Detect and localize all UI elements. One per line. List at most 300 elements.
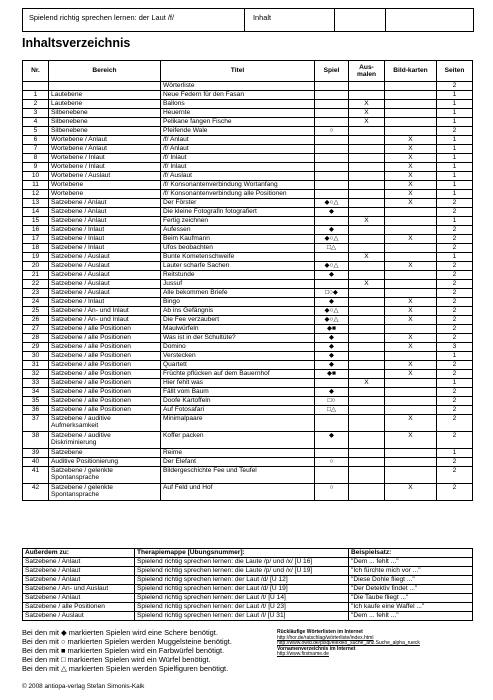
cell-bildkarten: X [385, 154, 437, 163]
cell-seiten: 2 [437, 415, 473, 432]
cell-titel: Heuernte [161, 109, 315, 118]
cell-ausmalen [349, 316, 385, 325]
cell-ausmalen [349, 244, 385, 253]
cell-spiel [315, 190, 349, 199]
cell-titel: Der Förster [161, 199, 315, 208]
cell-ausmalen [349, 343, 385, 352]
cell-nr: 3 [23, 109, 49, 118]
cell-spiel: □○◆ [315, 289, 349, 298]
cell-ausmalen [349, 154, 385, 163]
cell-nr: 29 [23, 343, 49, 352]
cell-ausmalen [349, 361, 385, 370]
cell-ausmalen [349, 370, 385, 379]
cell-seiten: 1 [437, 118, 473, 127]
table-row [23, 244, 473, 253]
table-row [23, 262, 473, 271]
col-header-titel: Titel [161, 61, 315, 82]
legend-line: Bei den mit △ markierten Spielen werden Spielfiguren benötigt. [22, 664, 229, 673]
cell-nr: 34 [23, 388, 49, 397]
cell-seiten: 1 [437, 449, 473, 458]
cell-nr: 18 [23, 244, 49, 253]
cell-titel: Domino [161, 343, 315, 352]
cell-ausmalen: X [349, 217, 385, 226]
cell-bereich: Satzebene / Inlaut [49, 226, 161, 235]
cell-ebene: Satzebene / Anlaut [23, 567, 135, 576]
cell-bereich: Satzebene / alle Positionen [49, 388, 161, 397]
cell-titel: /f/ Konsonantenverbindung alle Positionen [161, 190, 315, 199]
cell-titel: Beim Kaufmann [161, 235, 315, 244]
cell-titel: Früchte pflücken auf dem Bauernhof [161, 370, 315, 379]
cell-seiten: 1 [437, 352, 473, 361]
table-row [23, 109, 473, 118]
cell-bildkarten: X [385, 361, 437, 370]
cell-bildkarten [385, 352, 437, 361]
cell-nr: 2 [23, 100, 49, 109]
cell-mappe: Spielend richtig sprechen lernen: der Laut /t/ [Ü 23] [135, 603, 349, 612]
cell-ebene: Satzebene / An- und Auslaut [23, 585, 135, 594]
cell-titel: Auf Feld und Hof [161, 484, 315, 501]
table-row [23, 217, 473, 226]
table-row [23, 163, 473, 172]
cell-bildkarten [385, 217, 437, 226]
cell-bereich: Wortebene / Anlaut [49, 136, 161, 145]
cell-nr [23, 82, 49, 91]
cell-spiel: ◆○△ [315, 199, 349, 208]
cell-spiel [315, 91, 349, 100]
cell-seiten: 2 [437, 484, 473, 501]
cell-titel: Koffer packen [161, 432, 315, 449]
cell-bereich: Auditive Positionierung [49, 458, 161, 467]
cell-titel: Reitstunde [161, 271, 315, 280]
cell-beispiel: "Ich fürchte mich vor ..." [349, 567, 473, 576]
cell-spiel [315, 145, 349, 154]
cell-bildkarten: X [385, 262, 437, 271]
cell-bildkarten: X [385, 199, 437, 208]
table-row [23, 612, 473, 621]
cell-nr: 10 [23, 172, 49, 181]
cell-bereich: Satzebene / Auslaut [49, 253, 161, 262]
cell-bereich: Satzebene / Inlaut [49, 298, 161, 307]
cell-seiten: 1 [437, 145, 473, 154]
symbol-legend [22, 628, 232, 673]
table-row [23, 154, 473, 163]
cell-bildkarten [385, 208, 437, 217]
cell-seiten: 2 [437, 432, 473, 449]
table-row [23, 361, 473, 370]
table-row [23, 415, 473, 432]
cell-titel: Die Fee verzaubert [161, 316, 315, 325]
cell-titel: Fertig zeichnen [161, 217, 315, 226]
cell-titel: Pfeifende Wale [161, 127, 315, 136]
cell-titel: Bingo [161, 298, 315, 307]
cell-bereich: Satzebene / alle Positionen [49, 352, 161, 361]
cell-bereich [49, 82, 161, 91]
cell-bereich: Satzebene / alle Positionen [49, 397, 161, 406]
cell-seiten: 2 [437, 298, 473, 307]
cell-ausmalen: X [349, 280, 385, 289]
cell-bereich: Lautebene [49, 100, 161, 109]
cell-nr: 13 [23, 199, 49, 208]
cell-beispiel: "Diese Dohle fliegt ..." [349, 576, 473, 585]
cell-titel: /f/ Anlaut [161, 145, 315, 154]
table-row [23, 280, 473, 289]
table-row [23, 352, 473, 361]
cell-ausmalen [349, 406, 385, 415]
cell-spiel [315, 163, 349, 172]
table-row [23, 379, 473, 388]
cell-spiel [315, 109, 349, 118]
cell-spiel: ◆ [315, 343, 349, 352]
cell-titel: Aufessen [161, 226, 315, 235]
cell-ausmalen [349, 172, 385, 181]
cell-bildkarten [385, 109, 437, 118]
cell-seiten: 2 [437, 361, 473, 370]
copyright: © 2008 antiopa-verlag Stefan Simonis-Kalk [22, 683, 145, 690]
cell-spiel: ◆■ [315, 325, 349, 334]
cell-nr: 14 [23, 208, 49, 217]
cell-bildkarten [385, 280, 437, 289]
cell-ausmalen [349, 334, 385, 343]
cell-bildkarten [385, 100, 437, 109]
cell-mappe: Spielend richtig sprechen lernen: der Laut /t/ [Ü 14] [135, 594, 349, 603]
cell-ausmalen: X [349, 118, 385, 127]
cell-seiten: 1 [437, 181, 473, 190]
cell-bildkarten: X [385, 145, 437, 154]
cell-seiten: 1 [437, 253, 473, 262]
cell-spiel: ○ [315, 127, 349, 136]
cell-seiten: 2 [437, 127, 473, 136]
cell-titel: Fällt vom Baum [161, 388, 315, 397]
table-row [23, 190, 473, 199]
table-row [23, 199, 473, 208]
cell-bereich: Satzebene / Inlaut [49, 235, 161, 244]
cell-bereich: Satzebene / alle Positionen [49, 325, 161, 334]
cell-nr: 1 [23, 91, 49, 100]
cell-nr: 12 [23, 190, 49, 199]
cell-bereich: Lautebene [49, 91, 161, 100]
table-row [23, 432, 473, 449]
table-row [23, 208, 473, 217]
cell-nr: 6 [23, 136, 49, 145]
cell-spiel: ◆ [315, 352, 349, 361]
cell-beispiel: "Dem ... fehlt ..." [349, 612, 473, 621]
cell-ausmalen [349, 352, 385, 361]
cell-bildkarten [385, 388, 437, 397]
cell-bereich: Wortebene [49, 181, 161, 190]
cell-ausmalen [349, 163, 385, 172]
cell-nr: 25 [23, 307, 49, 316]
cell-titel: /f/ Inlaut [161, 154, 315, 163]
table-row [23, 271, 473, 280]
cell-seiten: 2 [437, 388, 473, 397]
legend-line: Bei den mit □ markierten Spielen wird ein Würfel benötigt. [22, 655, 211, 664]
cell-seiten: 2 [437, 334, 473, 343]
cell-titel: Neue Federn für den Fasan [161, 91, 315, 100]
col-header-ausserdem: Außerdem zu: [23, 549, 135, 558]
cell-seiten: 2 [437, 199, 473, 208]
cell-titel: Auf Fotosafari [161, 406, 315, 415]
cell-mappe: Spielend richtig sprechen lernen: die Laute /p/ und /x/ [Ü 16] [135, 558, 349, 567]
cell-seiten: 2 [437, 82, 473, 91]
cell-bildkarten [385, 118, 437, 127]
table-row [23, 82, 473, 91]
cell-titel: Reime [161, 449, 315, 458]
cell-bildkarten [385, 406, 437, 415]
internet-resources [277, 630, 420, 658]
cell-seiten: 2 [437, 467, 473, 484]
page-header [22, 8, 474, 32]
col-header-seiten: Seiten [437, 61, 473, 82]
cell-titel: Bildergeschichte Fee und Teufel [161, 467, 315, 484]
cell-titel: Ufos beobachten [161, 244, 315, 253]
cell-bildkarten: X [385, 484, 437, 501]
cell-bereich: Satzebene / alle Positionen [49, 406, 161, 415]
cell-nr: 5 [23, 127, 49, 136]
cell-ebene: Satzebene / Anlaut [23, 558, 135, 567]
cell-nr: 28 [23, 334, 49, 343]
cell-bereich: Silbenebene [49, 109, 161, 118]
table-row [23, 91, 473, 100]
cell-bildkarten [385, 289, 437, 298]
cell-ausmalen [349, 388, 385, 397]
cell-bildkarten [385, 226, 437, 235]
cell-bereich: Satzebene / Auslaut [49, 262, 161, 271]
cell-ausmalen: X [349, 109, 385, 118]
legend-line: Bei den mit ○ markierten Spielen werden Muggelsteine benötigt. [22, 637, 232, 646]
cell-ebene: Satzebene / Anlaut [23, 594, 135, 603]
table-row [23, 136, 473, 145]
additional-exercises-table [22, 548, 473, 621]
table-row [23, 307, 473, 316]
cell-titel: Ballons [161, 100, 315, 109]
cell-titel: /f/ Auslaut [161, 172, 315, 181]
table-row [23, 567, 473, 576]
cell-bereich: Satzebene / Auslaut [49, 271, 161, 280]
cell-seiten: 1 [437, 163, 473, 172]
cell-nr: 40 [23, 458, 49, 467]
cell-nr: 31 [23, 361, 49, 370]
cell-spiel [315, 172, 349, 181]
cell-ausmalen [349, 271, 385, 280]
cell-ausmalen [349, 432, 385, 449]
cell-ausmalen [349, 82, 385, 91]
cell-spiel [315, 280, 349, 289]
cell-bildkarten [385, 458, 437, 467]
resource-link[interactable]: http://www.owid.de/plsql/elexiko_suche_anz.Suche_alpha_rueck [277, 640, 420, 647]
cell-bildkarten: X [385, 298, 437, 307]
cell-bildkarten: X [385, 334, 437, 343]
table-row [23, 594, 473, 603]
cell-titel: Der Elefant [161, 458, 315, 467]
cell-spiel: ◆○△ [315, 316, 349, 325]
table-row [23, 370, 473, 379]
cell-bildkarten: X [385, 190, 437, 199]
cell-spiel: ○ [315, 458, 349, 467]
cell-nr: 23 [23, 289, 49, 298]
cell-seiten: 2 [437, 208, 473, 217]
cell-mappe: Spielend richtig sprechen lernen: der Laut /l/ [Ü 31] [135, 612, 349, 621]
cell-bereich: Satzebene / Anlaut [49, 217, 161, 226]
legend-line: Bei den mit ◆ markierten Spielen wird eine Schere benötigt. [22, 628, 218, 637]
table-row [23, 334, 473, 343]
cell-titel: Jussuf [161, 280, 315, 289]
cell-bildkarten: X [385, 415, 437, 432]
cell-spiel: ◆ [315, 388, 349, 397]
cell-spiel: ○ [315, 484, 349, 501]
cell-nr: 30 [23, 352, 49, 361]
cell-bereich: Satzebene / Anlaut [49, 199, 161, 208]
cell-bereich: Satzebene / auditive Aufmerksamkeit [49, 415, 161, 432]
cell-ausmalen: X [349, 100, 385, 109]
cell-ausmalen [349, 127, 385, 136]
cell-bildkarten [385, 325, 437, 334]
cell-spiel: ◆■ [315, 370, 349, 379]
table-row [23, 585, 473, 594]
col-header-therapiemappe: Therapiemappe [Übungsnummer]: [135, 549, 349, 558]
cell-titel: Ab ins Gefängnis [161, 307, 315, 316]
cell-bildkarten [385, 91, 437, 100]
table-row [23, 298, 473, 307]
cell-spiel [315, 100, 349, 109]
col-header-ausmalen: Aus-malen [349, 61, 385, 82]
resource-link[interactable]: http://hor.de/ratschlag/wörterliste/index.html [277, 634, 374, 641]
cell-ausmalen [349, 289, 385, 298]
cell-bildkarten: X [385, 163, 437, 172]
cell-ausmalen: X [349, 253, 385, 262]
cell-ausmalen [349, 449, 385, 458]
table-row [23, 316, 473, 325]
cell-ausmalen [349, 397, 385, 406]
cell-seiten: 2 [437, 289, 473, 298]
cell-ausmalen [349, 145, 385, 154]
table-row [23, 449, 473, 458]
cell-seiten: 1 [437, 190, 473, 199]
cell-spiel: □△ [315, 406, 349, 415]
cell-ausmalen [349, 190, 385, 199]
cell-nr: 42 [23, 484, 49, 501]
cell-spiel: ◆ [315, 208, 349, 217]
cell-bereich: Silbenebene [49, 118, 161, 127]
cell-mappe: Spielend richtig sprechen lernen: der Laut /d/ [Ü 12] [135, 576, 349, 585]
cell-seiten: 1 [437, 217, 473, 226]
cell-spiel: ◆ [315, 361, 349, 370]
cell-nr: 4 [23, 118, 49, 127]
cell-nr: 15 [23, 217, 49, 226]
cell-bildkarten: X [385, 307, 437, 316]
cell-ausmalen [349, 91, 385, 100]
cell-bereich: Satzebene / alle Positionen [49, 361, 161, 370]
cell-ebene: Satzebene / Auslaut [23, 612, 135, 621]
cell-titel: /f/ Anlaut [161, 136, 315, 145]
table-row [23, 388, 473, 397]
cell-ausmalen [349, 181, 385, 190]
cell-bereich: Satzebene / Auslaut [49, 289, 161, 298]
cell-bildkarten [385, 379, 437, 388]
cell-nr: 22 [23, 280, 49, 289]
cell-bereich: Satzebene / alle Positionen [49, 370, 161, 379]
cell-bildkarten: X [385, 181, 437, 190]
table-row [23, 235, 473, 244]
cell-titel: Alle bekommen Briefe [161, 289, 315, 298]
table-row [23, 172, 473, 181]
cell-ausmalen [349, 298, 385, 307]
resource-link[interactable]: http://www.firstname.de [277, 651, 329, 658]
cell-nr: 16 [23, 226, 49, 235]
cell-nr: 7 [23, 145, 49, 154]
cell-nr: 24 [23, 298, 49, 307]
cell-bereich: Satzebene [49, 449, 161, 458]
cell-spiel [315, 154, 349, 163]
cell-nr: 33 [23, 379, 49, 388]
cell-bereich: Wortebene / Inlaut [49, 154, 161, 163]
cell-seiten: 2 [437, 271, 473, 280]
cell-bildkarten [385, 467, 437, 484]
cell-mappe: Spielend richtig sprechen lernen: der Laut /d/ [Ü 19] [135, 585, 349, 594]
cell-bereich: Satzebene / Anlaut [49, 208, 161, 217]
cell-titel: Die kleine Fotografin fotografiert [161, 208, 315, 217]
cell-seiten: 2 [437, 307, 473, 316]
table-row [23, 253, 473, 262]
cell-bereich: Satzebene / Auslaut [49, 280, 161, 289]
cell-seiten: 2 [437, 325, 473, 334]
cell-beispiel: "Dem ... fehlt ..." [349, 558, 473, 567]
cell-spiel: □○ [315, 397, 349, 406]
cell-ausmalen [349, 484, 385, 501]
resource-heading: Vornamenverzeichnis im Internet [277, 645, 356, 652]
table-row [23, 406, 473, 415]
cell-bereich: Satzebene / An- und Inlaut [49, 316, 161, 325]
header-section: Inhalt [245, 9, 335, 31]
cell-nr: 27 [23, 325, 49, 334]
cell-nr: 26 [23, 316, 49, 325]
cell-spiel: ◆ [315, 334, 349, 343]
cell-seiten: 1 [437, 154, 473, 163]
cell-ausmalen [349, 262, 385, 271]
cell-spiel: ◆ [315, 298, 349, 307]
cell-bildkarten [385, 244, 437, 253]
table-row [23, 343, 473, 352]
col-header-beispielsatz: Beispielsatz: [349, 549, 473, 558]
cell-seiten: 2 [437, 244, 473, 253]
cell-seiten: 2 [437, 280, 473, 289]
cell-bildkarten [385, 82, 437, 91]
table-row [23, 181, 473, 190]
cell-seiten: 2 [437, 235, 473, 244]
legend-line: Bei den mit ■ markierten Spielen wird ein Farbwürfel benötigt. [22, 646, 225, 655]
cell-nr: 20 [23, 262, 49, 271]
table-row [23, 118, 473, 127]
cell-beispiel: "Ich kaufe eine Waffel ..." [349, 603, 473, 612]
cell-spiel: ◆ [315, 432, 349, 449]
header-cell-empty [386, 9, 473, 31]
cell-ausmalen [349, 325, 385, 334]
cell-beispiel: "Die Taube fliegt ..." [349, 594, 473, 603]
cell-bildkarten [385, 253, 437, 262]
cell-nr: 11 [23, 181, 49, 190]
cell-bereich: Satzebene / gelenkte Spontansprache [49, 484, 161, 501]
cell-bereich: Satzebene / alle Positionen [49, 379, 161, 388]
cell-seiten: 2 [437, 226, 473, 235]
cell-ausmalen [349, 235, 385, 244]
cell-ebene: Satzebene / alle Positionen [23, 603, 135, 612]
cell-bereich: Satzebene / auditive Diskriminierung [49, 432, 161, 449]
cell-ausmalen [349, 415, 385, 432]
col-header-spiel: Spiel [315, 61, 349, 82]
cell-seiten: 2 [437, 262, 473, 271]
cell-titel: Minimalpaare [161, 415, 315, 432]
cell-bildkarten: X [385, 172, 437, 181]
cell-titel: Pelikane fangen Fische [161, 118, 315, 127]
